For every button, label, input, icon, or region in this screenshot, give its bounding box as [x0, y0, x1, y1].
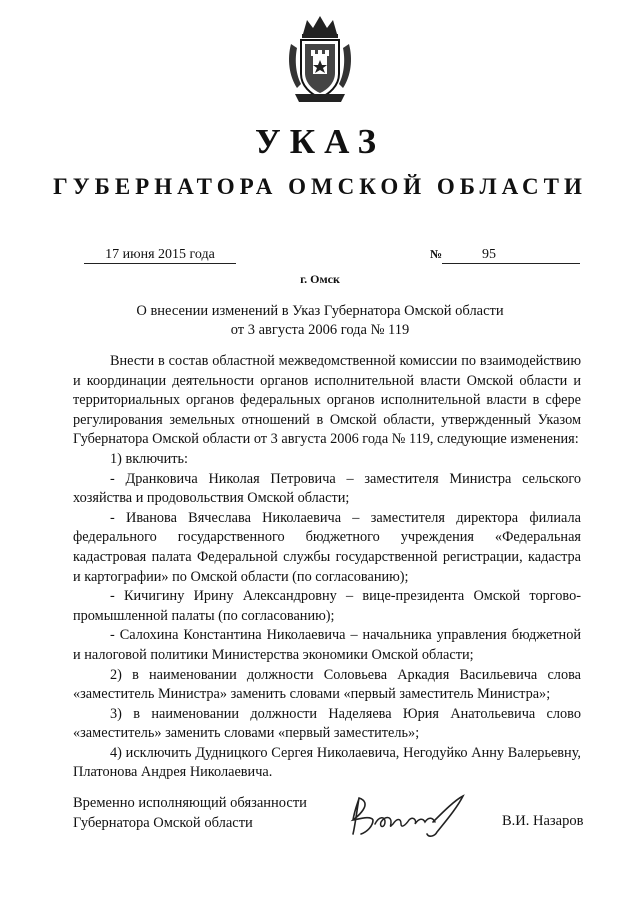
- item-1-c: - Кичигину Ирину Александровну – вице-президента Омской торгово-промышленной палаты (по согласованию);: [73, 588, 581, 624]
- number-underline: [442, 246, 580, 264]
- decree-date: 17 июня 2015 года: [84, 246, 236, 264]
- document-title: УКАЗ: [255, 122, 385, 161]
- body-intro: Внести в состав областной межведомственной комиссии по взаимодействию и координации деятельности органов исполнительной власти Омской области и территориальных органов федеральных органов исполнительной власти в сфере регулирования земельных отношений в Омской области, утвержденный Указом Губернатора Омской области от 3 августа 2006 года № 119, следующие изменения:: [73, 353, 581, 448]
- document-subtitle: ГУБЕРНАТОРА ОМСКОЙ ОБЛАСТИ: [53, 174, 587, 199]
- coat-of-arms-icon: [287, 14, 353, 104]
- city: г. Омск: [300, 272, 340, 286]
- position-line-1: Временно исполняющий обязанности: [73, 795, 307, 811]
- handwritten-signature-icon: [345, 790, 475, 842]
- item-1-a: - Дранковича Николая Петровича – заместителя Министра сельского хозяйства и продовольствия Омской области;: [73, 470, 581, 507]
- item-4: 4) исключить Дудницкого Сергея Николаевича, Негодуйко Анну Валерьевну, Платонова Андрея Николаевича.: [73, 744, 581, 781]
- item-1-d: - Салохина Константина Николаевича – начальника управления бюджетной и налоговой политики Министерства экономики Омской области;: [73, 627, 581, 663]
- item-1-b: - Иванова Вячеслава Николаевича – заместителя директора филиала федерального государственного бюджетного учреждения «Федеральная кадастровая палата Федеральной службы государственной регистрации, кадастра и картографии» по Омской области (по согласованию);: [73, 509, 581, 585]
- subject-line-1: О внесении изменений в Указ Губернатора Омской области: [136, 303, 504, 319]
- decree-body: [73, 352, 581, 783]
- position-line-2: Губернатора Омской области: [73, 814, 253, 831]
- decree-number: 95: [482, 247, 496, 262]
- item-1: 1) включить:: [110, 450, 189, 467]
- signatory-name: В.И. Назаров: [502, 813, 584, 829]
- item-2: 2) в наименовании должности Соловьева Аркадия Васильевича слова «заместитель Министра» заменить словами «первый заместитель Министра»;: [73, 666, 581, 703]
- decree-subject: [60, 302, 580, 340]
- subject-line-2: от 3 августа 2006 года № 119: [230, 322, 410, 338]
- number-sign: №: [430, 247, 443, 261]
- item-3: 3) в наименовании должности Наделяева Юрия Анатольевича слово «заместитель» заменить словами «первый заместитель»;: [73, 705, 581, 742]
- signatory-position: [73, 794, 307, 833]
